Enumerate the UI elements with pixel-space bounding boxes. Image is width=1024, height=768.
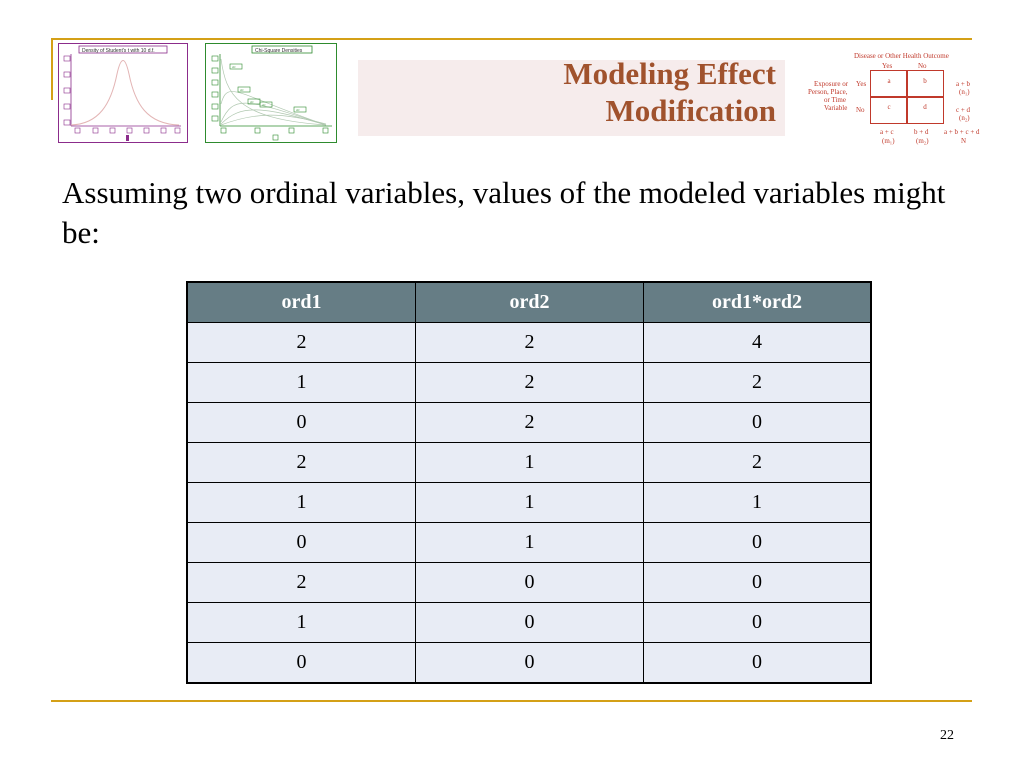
table-row (187, 563, 871, 603)
contingency-grand-total: a + b + c + d (944, 128, 980, 136)
table-cell: 0 (644, 643, 872, 684)
table-cell: 4 (644, 323, 872, 363)
contingency-col-total-2-m: (m₂) (916, 137, 929, 145)
table-cell: 2 (644, 363, 872, 403)
contingency-row-label-2: Person, Place, (808, 88, 848, 96)
table-cell: 1 (416, 483, 644, 523)
contingency-row-yes: Yes (856, 80, 867, 88)
page-number: 22 (940, 728, 954, 743)
contingency-row-label-4: Variable (824, 104, 848, 112)
contingency-col-total-1: a + c (880, 128, 894, 136)
contingency-row-label-1: Exposure or (814, 80, 849, 88)
title-line-1: Modeling Effect (563, 56, 776, 91)
table-cell: 2 (416, 363, 644, 403)
table-cell: 1 (644, 483, 872, 523)
table-cell: 1 (187, 363, 416, 403)
accent-rule-vertical (51, 38, 53, 100)
table-cell: 0 (416, 603, 644, 643)
table-cell: 2 (644, 443, 872, 483)
table-row (187, 443, 871, 483)
accent-rule-bottom (51, 700, 972, 702)
table-cell: 0 (416, 643, 644, 684)
header-ord1-times-ord2: ord1*ord2 (644, 282, 872, 323)
contingency-col-no: No (918, 62, 927, 70)
table-cell: 2 (416, 323, 644, 363)
header-ord2: ord2 (416, 282, 644, 323)
table-row (187, 323, 871, 363)
contingency-row-total-2: c + d (956, 106, 971, 114)
header-ord1: ord1 (187, 282, 416, 323)
table-cell: 0 (644, 563, 872, 603)
t-density-thumbnail (58, 43, 188, 143)
table-row (187, 363, 871, 403)
ordinal-values-table (186, 281, 872, 684)
t-density-title: Density of Student's t with 10 d.f. (82, 48, 155, 54)
contingency-cell-d: d (906, 96, 944, 124)
table-cell: 0 (644, 403, 872, 443)
chi-curve-label-2: d.f. (240, 88, 245, 92)
contingency-col-yes: Yes (882, 62, 893, 70)
table-row (187, 603, 871, 643)
table-row (187, 643, 871, 684)
contingency-col-total-2: b + d (914, 128, 929, 136)
contingency-table-diagram (804, 48, 994, 152)
contingency-cell-a: a (870, 70, 908, 98)
table-cell: 0 (416, 563, 644, 603)
chi-square-title: Chi-Square Densities (255, 48, 303, 54)
contingency-cell-b: b (906, 70, 944, 98)
contingency-row-total-1-n: (n₁) (959, 88, 970, 96)
table-header-row (187, 282, 871, 323)
title-line-2: Modification (605, 93, 776, 128)
chi-curve-label-3: d.f. (250, 100, 255, 104)
table-cell: 2 (187, 323, 416, 363)
slide-title (440, 55, 776, 129)
table-row (187, 403, 871, 443)
table-cell: 1 (187, 603, 416, 643)
contingency-col-total-1-m: (m₁) (882, 137, 895, 145)
contingency-row-no: No (856, 106, 865, 114)
table-cell: 0 (644, 523, 872, 563)
table-cell: 0 (187, 403, 416, 443)
table-cell: 1 (416, 523, 644, 563)
table-cell: 1 (187, 483, 416, 523)
table-cell: 0 (187, 523, 416, 563)
table-cell: 2 (416, 403, 644, 443)
table-cell: 2 (187, 443, 416, 483)
contingency-row-total-1: a + b (956, 80, 971, 88)
table-cell: 1 (416, 443, 644, 483)
contingency-grand-total-n: N (961, 137, 967, 145)
contingency-header: Disease or Other Health Outcome (854, 52, 949, 60)
body-text: Assuming two ordinal variables, values of the modeled variables might be: (62, 175, 946, 250)
table-cell: 0 (187, 643, 416, 684)
accent-rule-top (51, 38, 972, 40)
contingency-row-total-2-n: (n₂) (959, 114, 970, 122)
chi-square-thumbnail (205, 43, 337, 143)
contingency-row-label-3: or Time (824, 96, 846, 104)
chi-curve-label-5: d.f. (296, 108, 301, 112)
chi-curve-label-1: d.f. (232, 65, 237, 69)
chi-curve-label-4: d.f. (262, 103, 267, 107)
table-cell: 0 (644, 603, 872, 643)
table-row (187, 523, 871, 563)
table-row (187, 483, 871, 523)
contingency-cell-c: c (870, 96, 908, 124)
table-cell: 2 (187, 563, 416, 603)
